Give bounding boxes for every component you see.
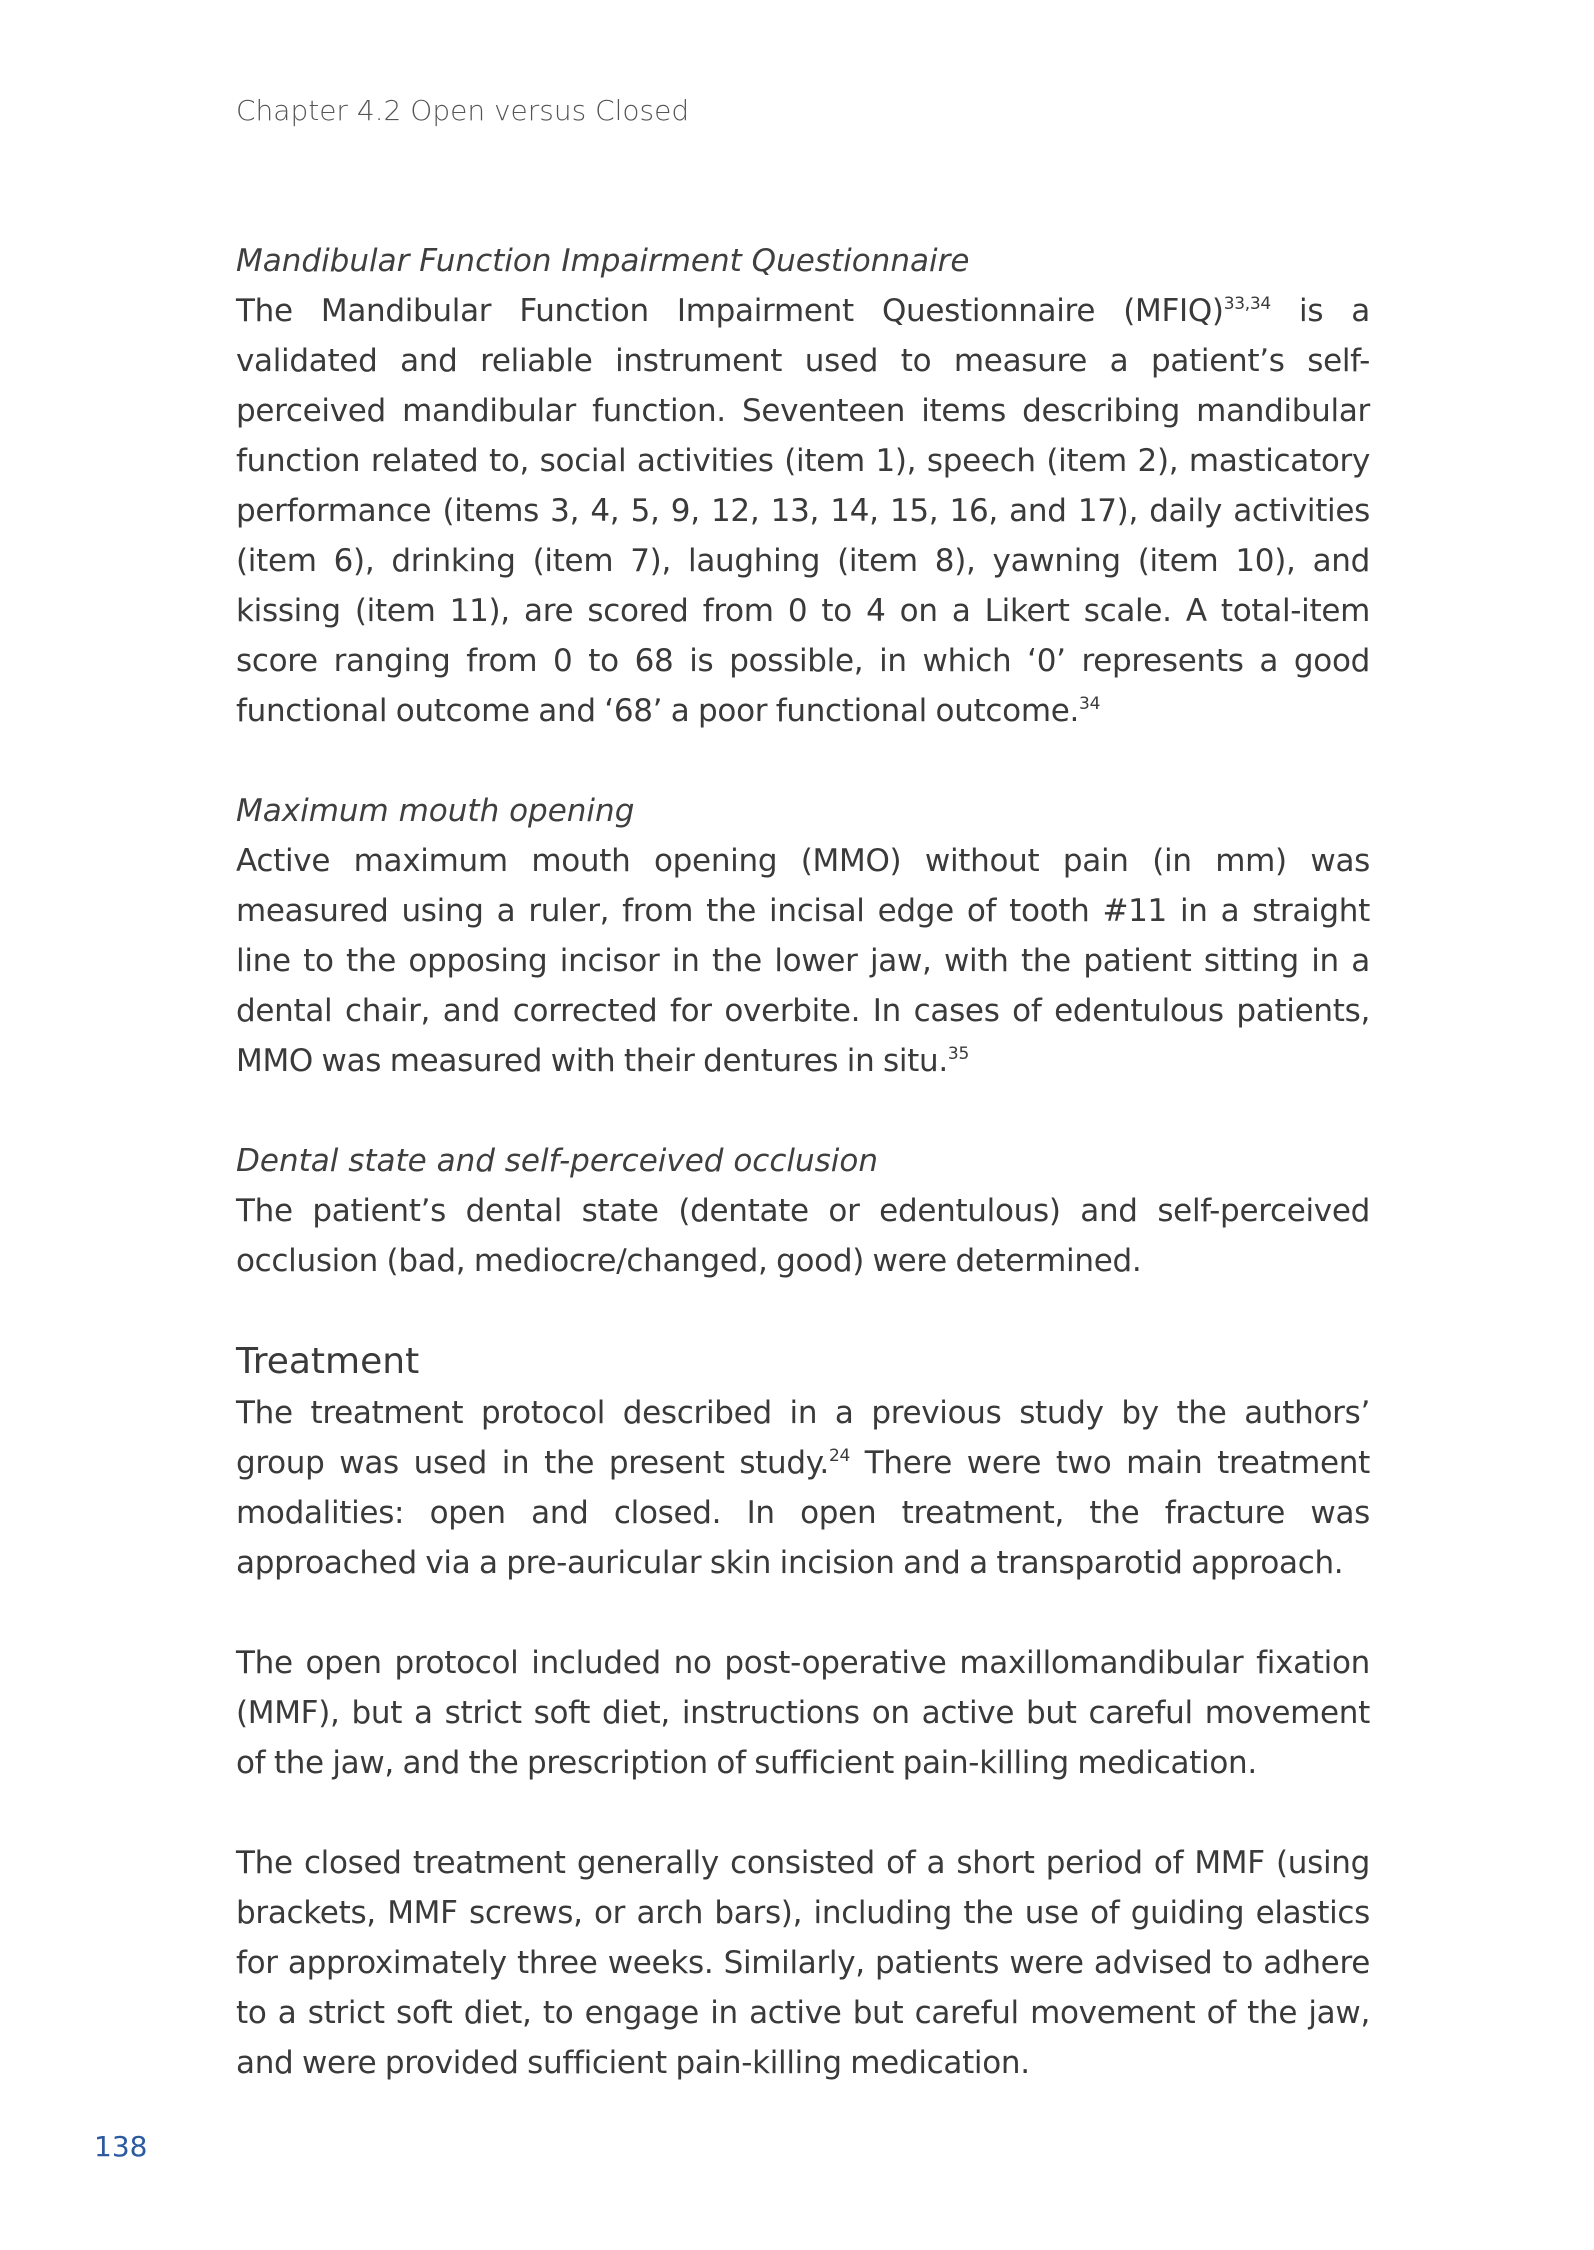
spacer: [236, 1086, 1370, 1136]
mfiq-citation-2: 34: [1079, 694, 1101, 714]
treatment-paragraph-2: The open protocol included no post-operative maxillomandibular fixation (MMF), but a strict soft diet, instructions on active but careful movement of the jaw, and the prescription of sufficient pain-killing medication.: [236, 1645, 1370, 1781]
treatment-paragraph-3: The closed treatment generally consisted of a short period of MMF (using brackets, MMF screws, or arch bars), including the use of guiding elastics for approximately three weeks. Similarly, patients were advised to adhere to a strict soft diet, to engage in active but careful movement of the jaw, and were provided sufficient pain-killing medication.: [236, 1845, 1370, 2081]
mmo-heading: Maximum mouth opening: [236, 793, 635, 829]
mfiq-text-b: is a validated and reliable instrument used to measure a patient’s self-perceived mandibular function. Seventeen items describing mandibular function related to, social activities (item 1), speech (item 2), masticatory performance (items 3, 4, 5, 9, 12, 13, 14, 15, 16, and 17), daily activities (item 6), drinking (item 7), laughing (item 8), yawning (item 10), and kissing (item 11), are scored from 0 to 4 on a Likert scale. A total-item score ranging from 0 to 68 is possible, in which ‘0’ represents a good functional outcome and ‘68’ a poor functional outcome.: [236, 293, 1371, 729]
treatment-text-b: There were two main treatment modalities: open and closed. In open treatment, the fracture was approached via a pre-auricular skin incision and a transparotid approach.: [236, 1445, 1370, 1581]
dental-paragraph: The patient’s dental state (dentate or edentulous) and self-perceived occlusion (bad, mediocre/changed, good) were determined.: [236, 1193, 1370, 1279]
mfiq-citation-1: 33,34: [1223, 294, 1271, 314]
treatment-heading: Treatment: [236, 1341, 420, 1382]
mmo-citation: 35: [947, 1044, 969, 1064]
spacer: [236, 736, 1370, 786]
spacer: [236, 1286, 1370, 1336]
running-head: Chapter 4.2 Open versus Closed: [236, 94, 690, 127]
mmo-text: Active maximum mouth opening (MMO) without pain (in mm) was measured using a ruler, from the incisal edge of tooth #11 in a straight line to the opposing incisor in the lower jaw, with the patient sitting in a dental chair, and corrected for overbite. In cases of edentulous patients, MMO was measured with their dentures in situ.: [236, 843, 1370, 1079]
treatment-text-a: The treatment protocol described in a previous study by the authors’ group was used in the present study.: [236, 1395, 1370, 1481]
page-number: 138: [94, 2130, 148, 2163]
spacer: [236, 1588, 1370, 1638]
treatment-paragraph-1: [236, 1388, 1370, 1588]
mfiq-text-a: The Mandibular Function Impairment Questionnaire (MFIQ): [236, 293, 1224, 329]
page-content: [236, 236, 1370, 2088]
mfiq-heading: Mandibular Function Impairment Questionnaire: [236, 243, 970, 279]
dental-heading: Dental state and self-perceived occlusion: [236, 1143, 879, 1179]
spacer: [236, 1788, 1370, 1838]
mmo-paragraph: [236, 836, 1370, 1086]
treatment-citation: 24: [828, 1446, 850, 1466]
mfiq-paragraph: [236, 286, 1370, 736]
